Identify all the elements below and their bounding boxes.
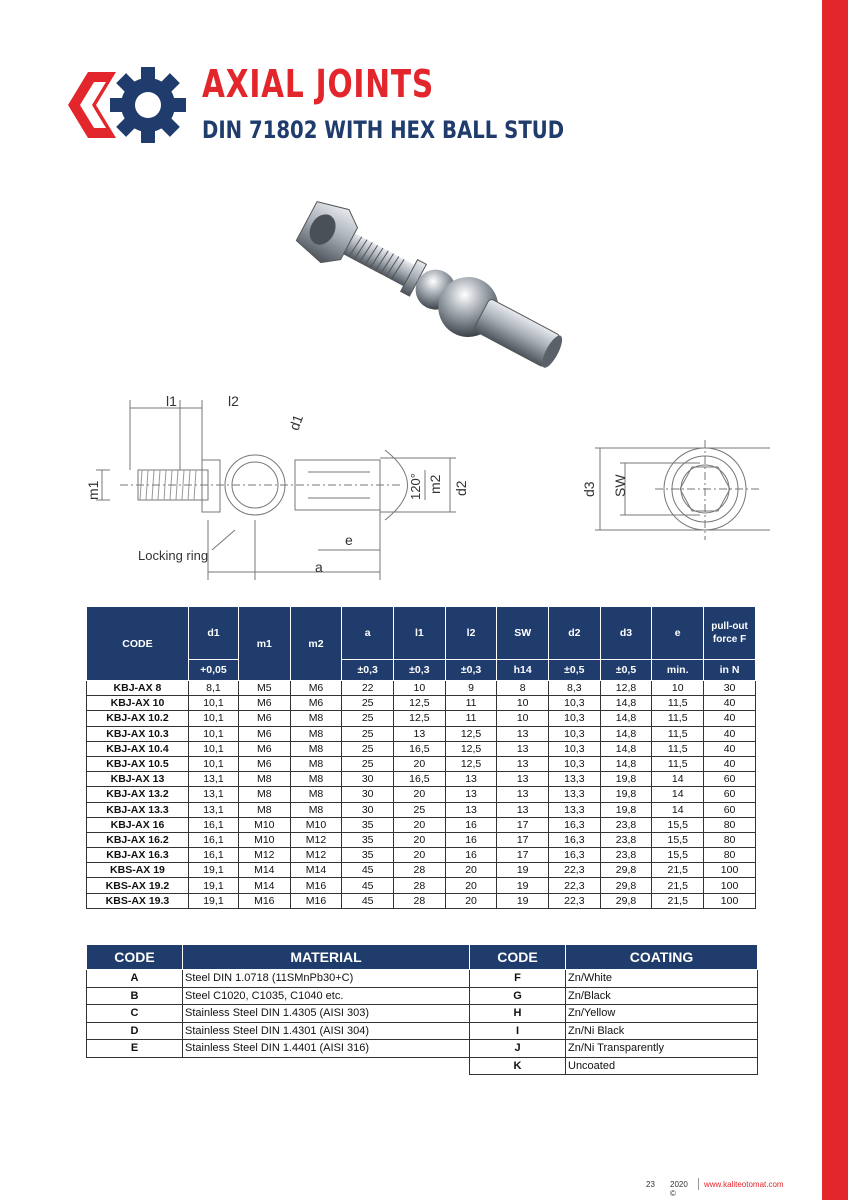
table-cell: 19 [497, 863, 549, 878]
table-cell: 13 [497, 802, 549, 817]
table-cell: 16,1 [188, 817, 238, 832]
material-code-cell: E [87, 1040, 183, 1058]
dims-header-3: m2 [290, 607, 342, 681]
product-code-cell: KBS-AX 19.3 [87, 893, 189, 908]
table-cell: 12,5 [445, 726, 497, 741]
table-cell: 11,5 [652, 711, 704, 726]
material-name-cell: Steel C1020, C1035, C1040 etc. [183, 987, 470, 1005]
table-cell: 15,5 [652, 848, 704, 863]
table-row [87, 802, 756, 817]
table-cell: M12 [290, 832, 342, 847]
footer-year: 2020 © [670, 1180, 688, 1198]
table-cell: 29,8 [600, 893, 652, 908]
table-cell: 40 [704, 726, 756, 741]
table-cell: 14,8 [600, 711, 652, 726]
coating-name-cell: Zn/Black [566, 987, 758, 1005]
table-cell: 13 [445, 802, 497, 817]
table-cell: 11 [445, 711, 497, 726]
material-header: MATERIAL [183, 945, 470, 970]
dims-header-5: l1 [394, 607, 446, 660]
table-cell: 29,8 [600, 863, 652, 878]
table-cell: M6 [238, 711, 290, 726]
label-d2: d2 [453, 480, 469, 496]
table-cell: 20 [445, 893, 497, 908]
material-name-cell: Stainless Steel DIN 1.4305 (AISI 303) [183, 1005, 470, 1023]
table-cell: 28 [394, 863, 446, 878]
table-cell: 11,5 [652, 741, 704, 756]
table-cell: M6 [290, 696, 342, 711]
table-cell: 60 [704, 787, 756, 802]
table-cell: 12,5 [445, 741, 497, 756]
table-cell: M8 [238, 787, 290, 802]
table-cell: M14 [238, 878, 290, 893]
table-cell: 12,5 [394, 696, 446, 711]
table-cell: 16 [445, 832, 497, 847]
table-cell: M16 [290, 878, 342, 893]
table-row [87, 863, 756, 878]
table-cell: M14 [238, 863, 290, 878]
table-cell: 14,8 [600, 726, 652, 741]
table-cell: 100 [704, 878, 756, 893]
dims-tolerance-5: ±0,5 [548, 660, 600, 681]
table-cell: 21,5 [652, 893, 704, 908]
coating-name-cell: Zn/White [566, 970, 758, 988]
table-cell: 22,3 [548, 893, 600, 908]
label-d3: d3 [581, 481, 597, 497]
gear-logo-icon [66, 64, 188, 146]
table-row [87, 772, 756, 787]
table-cell: M8 [290, 772, 342, 787]
table-cell: 10,3 [548, 696, 600, 711]
table-cell: 45 [342, 863, 394, 878]
dims-header-1: d1 [188, 607, 238, 660]
table-cell: 22,3 [548, 863, 600, 878]
table-cell: 20 [394, 817, 446, 832]
dims-header-11: pull-out force F [704, 607, 756, 660]
product-code-cell: KBJ-AX 13.2 [87, 787, 189, 802]
table-cell: 16,5 [394, 741, 446, 756]
table-cell: 13 [497, 741, 549, 756]
table-cell: 16,3 [548, 848, 600, 863]
table-cell: 28 [394, 878, 446, 893]
table-row [87, 848, 756, 863]
table-cell: 10,1 [188, 756, 238, 771]
label-locking-ring: Locking ring [138, 548, 209, 563]
table-cell: 35 [342, 817, 394, 832]
product-code-cell: KBJ-AX 10.2 [87, 711, 189, 726]
side-accent-bar [822, 0, 848, 1200]
table-cell: 14 [652, 787, 704, 802]
table-cell: 12,8 [600, 681, 652, 696]
table-cell: 23,8 [600, 832, 652, 847]
product-code-cell: KBJ-AX 13.3 [87, 802, 189, 817]
product-code-cell: KBJ-AX 10.5 [87, 756, 189, 771]
table-cell: M6 [238, 741, 290, 756]
table-cell: M16 [290, 893, 342, 908]
table-cell: 11,5 [652, 696, 704, 711]
table-cell: M6 [238, 726, 290, 741]
table-row [87, 711, 756, 726]
table-cell: 14,8 [600, 756, 652, 771]
table-cell: M6 [238, 696, 290, 711]
dims-tolerance-8: in N [704, 660, 756, 681]
table-cell: 13,3 [548, 772, 600, 787]
table-cell: 15,5 [652, 817, 704, 832]
table-row [87, 726, 756, 741]
table-cell: M6 [238, 756, 290, 771]
table-cell: 60 [704, 802, 756, 817]
table-row [87, 787, 756, 802]
table-cell: 30 [342, 787, 394, 802]
dims-header-0: CODE [87, 607, 189, 681]
table-cell: 19 [497, 893, 549, 908]
material-header-row [87, 945, 758, 970]
table-cell: 19,1 [188, 878, 238, 893]
page-subtitle: DIN 71802 WITH HEX BALL STUD [202, 116, 565, 144]
table-cell: M8 [290, 756, 342, 771]
table-cell: M6 [290, 681, 342, 696]
product-code-cell: KBJ-AX 16.2 [87, 832, 189, 847]
table-cell: 28 [394, 893, 446, 908]
label-m2: m2 [427, 474, 443, 494]
table-cell: 10,1 [188, 741, 238, 756]
table-row [87, 681, 756, 696]
coating-name-cell: Zn/Ni Black [566, 1022, 758, 1040]
product-code-cell: KBJ-AX 8 [87, 681, 189, 696]
table-cell: 40 [704, 711, 756, 726]
table-cell: 16,1 [188, 848, 238, 863]
table-cell: 25 [394, 802, 446, 817]
table-cell: 10,3 [548, 711, 600, 726]
table-row [87, 1040, 758, 1058]
table-cell: 20 [394, 832, 446, 847]
table-cell: 12,5 [394, 711, 446, 726]
table-cell: M8 [290, 802, 342, 817]
coating-code-cell: H [470, 1005, 566, 1023]
table-cell: 8,3 [548, 681, 600, 696]
dims-header-8: d2 [548, 607, 600, 660]
table-cell: 17 [497, 817, 549, 832]
product-code-cell: KBJ-AX 16.3 [87, 848, 189, 863]
product-code-cell: KBJ-AX 10.4 [87, 741, 189, 756]
table-cell: 29,8 [600, 878, 652, 893]
coating-name-cell: Zn/Ni Transparently [566, 1040, 758, 1058]
table-cell: 17 [497, 832, 549, 847]
page-number: 23 [646, 1180, 655, 1189]
coating-code-cell: K [470, 1057, 566, 1075]
table-cell: 35 [342, 848, 394, 863]
table-cell: 20 [394, 848, 446, 863]
table-cell: 19 [497, 878, 549, 893]
table-row [87, 987, 758, 1005]
coating-name-cell: Uncoated [566, 1057, 758, 1075]
material-table-body [87, 970, 758, 1075]
table-cell: 22 [342, 681, 394, 696]
material-code-cell: D [87, 1022, 183, 1040]
table-cell: 10 [497, 711, 549, 726]
dims-tolerance-0: +0,05 [188, 660, 238, 681]
table-cell: 30 [342, 802, 394, 817]
table-cell: 19,8 [600, 772, 652, 787]
label-sw: SW [612, 474, 628, 497]
dimensions-table [86, 606, 756, 909]
table-cell: 11,5 [652, 726, 704, 741]
table-cell: 12,5 [445, 756, 497, 771]
table-cell: M8 [238, 802, 290, 817]
table-cell: 13 [497, 726, 549, 741]
table-cell: 20 [445, 878, 497, 893]
table-cell: 17 [497, 848, 549, 863]
dims-header-10: e [652, 607, 704, 660]
table-cell: 16,3 [548, 832, 600, 847]
table-cell: 11 [445, 696, 497, 711]
dimensions-table-body [87, 681, 756, 909]
table-cell: 30 [342, 772, 394, 787]
table-row [87, 1005, 758, 1023]
table-row [87, 741, 756, 756]
table-cell: 60 [704, 772, 756, 787]
table-cell: 16,3 [548, 817, 600, 832]
table-row [87, 878, 756, 893]
table-cell: 19,1 [188, 863, 238, 878]
table-cell: 25 [342, 726, 394, 741]
table-cell: 13 [445, 787, 497, 802]
footer-divider [698, 1178, 699, 1190]
table-cell: 13,3 [548, 802, 600, 817]
table-cell: 14 [652, 772, 704, 787]
material-name-cell: Stainless Steel DIN 1.4401 (AISI 316) [183, 1040, 470, 1058]
table-cell: 16,1 [188, 832, 238, 847]
coating-name-cell: Zn/Yellow [566, 1005, 758, 1023]
table-cell: 14 [652, 802, 704, 817]
table-cell: 100 [704, 863, 756, 878]
table-cell: M12 [238, 848, 290, 863]
table-cell: 45 [342, 878, 394, 893]
table-row [87, 1022, 758, 1040]
table-cell: 10,3 [548, 726, 600, 741]
table-cell: 10,3 [548, 756, 600, 771]
table-cell: 21,5 [652, 878, 704, 893]
table-cell: M8 [290, 726, 342, 741]
table-cell: 22,3 [548, 878, 600, 893]
table-cell: 25 [342, 756, 394, 771]
table-cell: 8 [497, 681, 549, 696]
table-cell: 13 [394, 726, 446, 741]
table-cell: M10 [238, 832, 290, 847]
material-code-header: CODE [87, 945, 183, 970]
table-cell: 19,8 [600, 787, 652, 802]
product-code-cell: KBS-AX 19.2 [87, 878, 189, 893]
table-cell: 80 [704, 817, 756, 832]
product-code-cell: KBJ-AX 10.3 [87, 726, 189, 741]
table-cell: 16,5 [394, 772, 446, 787]
dims-header-6: l2 [445, 607, 497, 660]
table-cell: 8,1 [188, 681, 238, 696]
product-code-cell: KBS-AX 19 [87, 863, 189, 878]
dims-tolerance-7: min. [652, 660, 704, 681]
empty-cell [183, 1057, 470, 1075]
table-cell: 13 [497, 772, 549, 787]
table-cell: 10 [394, 681, 446, 696]
coating-header: COATING [566, 945, 758, 970]
material-coating-table [86, 944, 758, 1075]
empty-cell [87, 1057, 183, 1075]
label-l1: l1 [166, 393, 177, 409]
product-code-cell: KBJ-AX 13 [87, 772, 189, 787]
table-cell: 10,1 [188, 711, 238, 726]
table-cell: M14 [290, 863, 342, 878]
table-row [87, 970, 758, 988]
table-row [87, 696, 756, 711]
table-cell: 20 [394, 787, 446, 802]
label-l2: l2 [228, 393, 239, 409]
table-cell: M16 [238, 893, 290, 908]
table-cell: 25 [342, 696, 394, 711]
table-cell: M5 [238, 681, 290, 696]
table-row [87, 1057, 758, 1075]
material-name-cell: Stainless Steel DIN 1.4301 (AISI 304) [183, 1022, 470, 1040]
coating-code-cell: J [470, 1040, 566, 1058]
dims-tolerance-2: ±0,3 [394, 660, 446, 681]
dims-tolerance-6: ±0,5 [600, 660, 652, 681]
technical-drawing [80, 390, 780, 580]
table-cell: 16 [445, 817, 497, 832]
label-d1: d1 [285, 412, 307, 433]
material-name-cell: Steel DIN 1.0718 (11SMnPb30+C) [183, 970, 470, 988]
dims-header-7: SW [497, 607, 549, 660]
table-cell: 13 [497, 756, 549, 771]
dims-tolerance-1: ±0,3 [342, 660, 394, 681]
table-cell: 25 [342, 741, 394, 756]
coating-code-cell: I [470, 1022, 566, 1040]
table-cell: 19,8 [600, 802, 652, 817]
footer-url[interactable]: www.kaliteotomat.com [704, 1180, 784, 1189]
material-code-cell: B [87, 987, 183, 1005]
material-code-cell: A [87, 970, 183, 988]
dims-tolerance-3: ±0,3 [445, 660, 497, 681]
table-cell: 15,5 [652, 832, 704, 847]
dims-header-2: m1 [238, 607, 290, 681]
table-cell: 13,1 [188, 772, 238, 787]
table-cell: 20 [445, 863, 497, 878]
table-cell: M8 [290, 741, 342, 756]
table-cell: M8 [238, 772, 290, 787]
product-code-cell: KBJ-AX 16 [87, 817, 189, 832]
table-cell: 100 [704, 893, 756, 908]
table-cell: 13,3 [548, 787, 600, 802]
table-cell: 9 [445, 681, 497, 696]
product-photo [265, 200, 570, 375]
table-row [87, 832, 756, 847]
table-cell: 35 [342, 832, 394, 847]
table-cell: M10 [238, 817, 290, 832]
table-cell: 14,8 [600, 696, 652, 711]
table-cell: M8 [290, 711, 342, 726]
page-title: AXIAL JOINTS [202, 62, 434, 106]
table-cell: 40 [704, 696, 756, 711]
dims-tolerance-4: h14 [497, 660, 549, 681]
dims-header-9: d3 [600, 607, 652, 660]
table-cell: M8 [290, 787, 342, 802]
dimensions-header-row [87, 607, 756, 660]
table-cell: 23,8 [600, 848, 652, 863]
table-row [87, 756, 756, 771]
coating-code-cell: F [470, 970, 566, 988]
table-cell: 21,5 [652, 863, 704, 878]
table-cell: 11,5 [652, 756, 704, 771]
coating-code-header: CODE [470, 945, 566, 970]
table-cell: 25 [342, 711, 394, 726]
table-cell: 23,8 [600, 817, 652, 832]
table-cell: 30 [704, 681, 756, 696]
table-cell: 80 [704, 832, 756, 847]
table-row [87, 893, 756, 908]
table-row [87, 817, 756, 832]
table-cell: 10 [497, 696, 549, 711]
dims-header-4: a [342, 607, 394, 660]
label-angle: 120° [408, 473, 423, 500]
table-cell: 13,1 [188, 802, 238, 817]
table-cell: 40 [704, 741, 756, 756]
table-cell: 16 [445, 848, 497, 863]
table-cell: 40 [704, 756, 756, 771]
label-e: e [345, 532, 353, 548]
table-cell: 13 [445, 772, 497, 787]
label-a: a [315, 559, 323, 575]
coating-code-cell: G [470, 987, 566, 1005]
material-code-cell: C [87, 1005, 183, 1023]
table-cell: 10,1 [188, 726, 238, 741]
table-cell: 14,8 [600, 741, 652, 756]
table-cell: 13,1 [188, 787, 238, 802]
product-code-cell: KBJ-AX 10 [87, 696, 189, 711]
table-cell: 80 [704, 848, 756, 863]
table-cell: M10 [290, 817, 342, 832]
table-cell: 13 [497, 787, 549, 802]
table-cell: 10,1 [188, 696, 238, 711]
table-cell: 10,3 [548, 741, 600, 756]
table-cell: 45 [342, 893, 394, 908]
table-cell: 19,1 [188, 893, 238, 908]
table-cell: 10 [652, 681, 704, 696]
table-cell: M12 [290, 848, 342, 863]
table-cell: 20 [394, 756, 446, 771]
label-m1: m1 [85, 480, 101, 500]
